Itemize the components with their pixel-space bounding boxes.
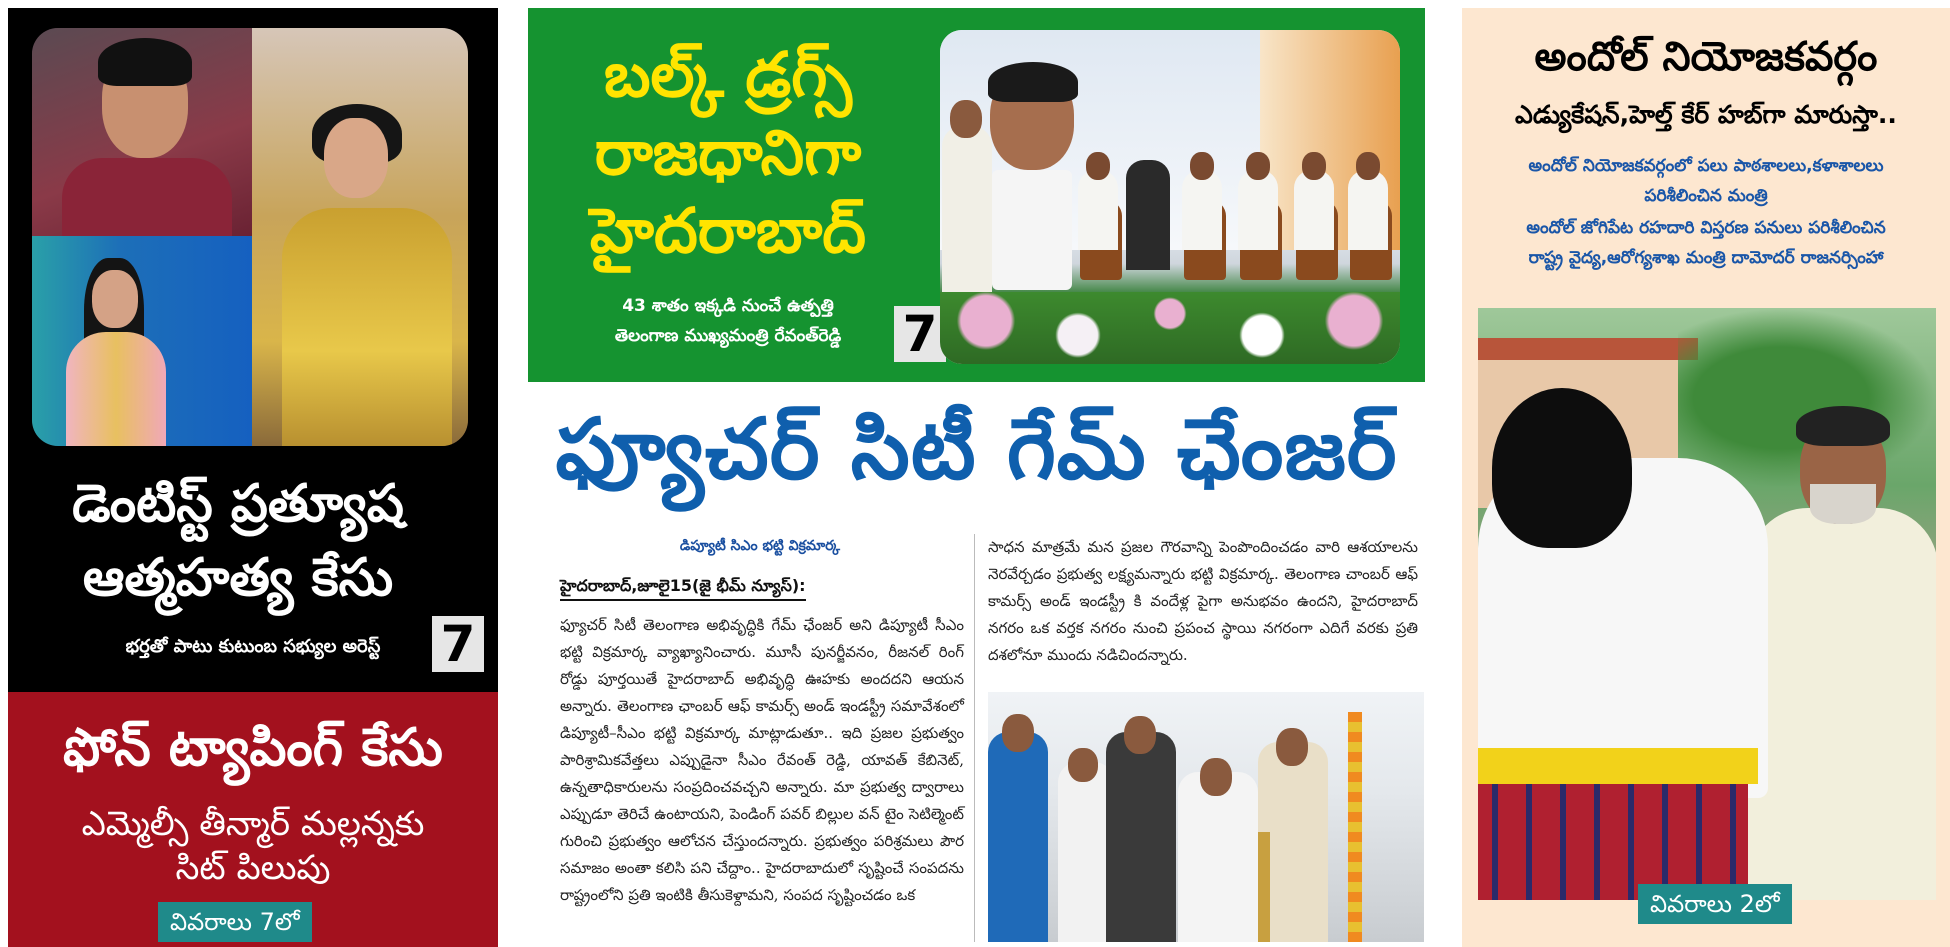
andole-summary-line2: పరిశీలించిన మంత్రి — [1644, 186, 1768, 206]
photo-woman-yellow — [252, 28, 468, 446]
article-dateline: హైదరాబాద్,జూలై15(జై భీమ్ న్యూస్): — [560, 576, 806, 601]
photo-man — [32, 28, 252, 236]
bulk-subheadline1: 43 శాతం ఇక్కడి నుంచే ఉత్పత్తి — [622, 296, 834, 316]
photo-woman-saree — [32, 236, 252, 446]
bulk-drugs-panel — [528, 8, 1425, 382]
article-byline: డిప్యూటీ సిఎం భట్టి విక్రమార్క — [679, 538, 841, 554]
article-body-left: ఫ్యూచర్ సిటీ తెలంగాణ అభివృద్ధికి గేమ్ ఛేంజర్ అని డిప్యూటీ సీఎం భట్టి విక్రమార్క వ్యాఖ్యానించారు. మూసీ పునర్జీవనం, రీజనల్ రింగ్ రోడ్డు పూర్తయితే హైదరాబాద్ అభివృద్ధి ఊహకు అందదని ఆయన అన్నారు. తెలంగాణ ఛాంబర్ ఆఫ్ కామర్స్ అండ్ ఇండస్ట్రీ సమావేశంలో డిప్యూటీ–సీఎం భట్టి విక్రమార్క మాట్లాడుతూ.. ఇది ప్రజల ప్రభుత్వం పారిశ్రామికవేత్తలు ఎప్పుడైనా సీఎం రేవంత్ రెడ్డి, యావత్ కేబినెట్, ఉన్నతాధికారులను సంప్రదించవచ్చని అన్నారు. మా ప్రభుత్వ ద్వారాలు ఎప్పుడూ తెరిచే ఉంటాయని, పెండింగ్ పవర్ బిల్లుల వన్ టైం సెటిల్మెంట్ గురించి ప్రభుత్వం ఆలోచన చేస్తుందన్నారు. ప్రభుత్వం పరిశ్రమలు పౌర సమాజం అంతా కలిసి పని చేద్దాం.. హైదరాబాదులో సృష్టించే సంపదను రాష్ట్రంలోని ప్రతి ఇంటికి తీసుకెళ్దామని, సంపద సృష్టించడం ఒక — [560, 616, 964, 904]
andole-story-panel — [1462, 8, 1950, 947]
andole-subheadline: ఎడ్యుకేషన్,హెల్త్ కేర్ హబ్‌గా మారుస్తా.. — [1515, 100, 1897, 129]
stage-event-photo — [940, 30, 1400, 364]
bulk-headline-line1: బల్క్ డ్రగ్స్ — [604, 38, 852, 111]
details-link-page7[interactable]: వివరాలు 7లో — [158, 902, 312, 942]
phone-tapping-line2: సిట్ పిలుపు — [175, 848, 331, 888]
andole-summary-line1: అందోల్ నియోజకవర్గంలో పలు పాఠశాలలు,కళాశాలలు — [1528, 156, 1884, 176]
bulk-headline-line3: హైదరాబాద్ — [589, 194, 867, 267]
article-body-right: సాధన మాత్రమే మన ప్రజల గౌరవాన్ని పెంపొందించడం వారి ఆశయాలను నెరవేర్చడం ప్రభుత్వ లక్ష్యమన్నారు భట్టి విక్రమార్క. తెలంగాణ చాంబర్ ఆఫ్ కామర్స్ అండ్ ఇండస్ట్రీ కి వందేళ్ల పైగా అనుభవం ఉందని, హైదరాబాద్ నగరం ఒక వర్తక నగరం నుంచి ప్రపంచ స్థాయి నగరంగా ఎదిగే వరకు ప్రతి దశలోనూ ముందు నడిచిందన్నారు. — [988, 538, 1418, 664]
couple-photo-collage — [32, 28, 468, 446]
dentist-headline-line2: ఆత్మహత్య కేసు — [82, 548, 394, 608]
dentist-headline-line1: డెంటిస్ట్ ప్రత్యూష — [72, 474, 404, 534]
andole-summary-line4: రాష్ట్ర వైద్య,ఆరోగ్యశాఖ మంత్రి దామోదర్ రాజనర్సింహా — [1528, 248, 1884, 268]
minister-saluting-photo — [1478, 308, 1936, 900]
lamp-lighting-photo — [988, 692, 1424, 942]
phone-tapping-panel — [8, 692, 498, 947]
page-ref-badge: 7 — [894, 306, 946, 362]
column-divider — [974, 534, 975, 942]
page-ref-badge: 7 — [432, 616, 484, 672]
bulk-subheadline2: తెలంగాణ ముఖ్యమంత్రి రేవంత్‌రెడ్డి — [614, 326, 842, 346]
phone-tapping-line1: ఎమ్మెల్సీ తీన్మార్ మల్లన్నకు — [81, 804, 425, 844]
dentist-story-panel — [8, 8, 498, 692]
dentist-subheadline: భర్తతో పాటు కుటుంబ సభ్యుల అరెస్ట్ — [125, 636, 381, 657]
andole-summary-line3: అందోల్ జోగిపేట రహదారి విస్తరణ పనులు పరిశీలించిన — [1526, 218, 1886, 238]
bulk-headline-line2: రాజధానిగా — [594, 116, 862, 189]
future-city-headline: ఫ్యూచర్ సిటీ గేమ్ ఛేంజర్ — [555, 400, 1398, 498]
andole-headline: అందోల్ నియోజకవర్గం — [1534, 34, 1878, 80]
left-column — [8, 8, 498, 947]
details-link-page2[interactable]: వివరాలు 2లో — [1638, 884, 1792, 924]
phone-tapping-headline: ఫోన్ ట్యాపింగ్ కేసు — [63, 718, 443, 778]
